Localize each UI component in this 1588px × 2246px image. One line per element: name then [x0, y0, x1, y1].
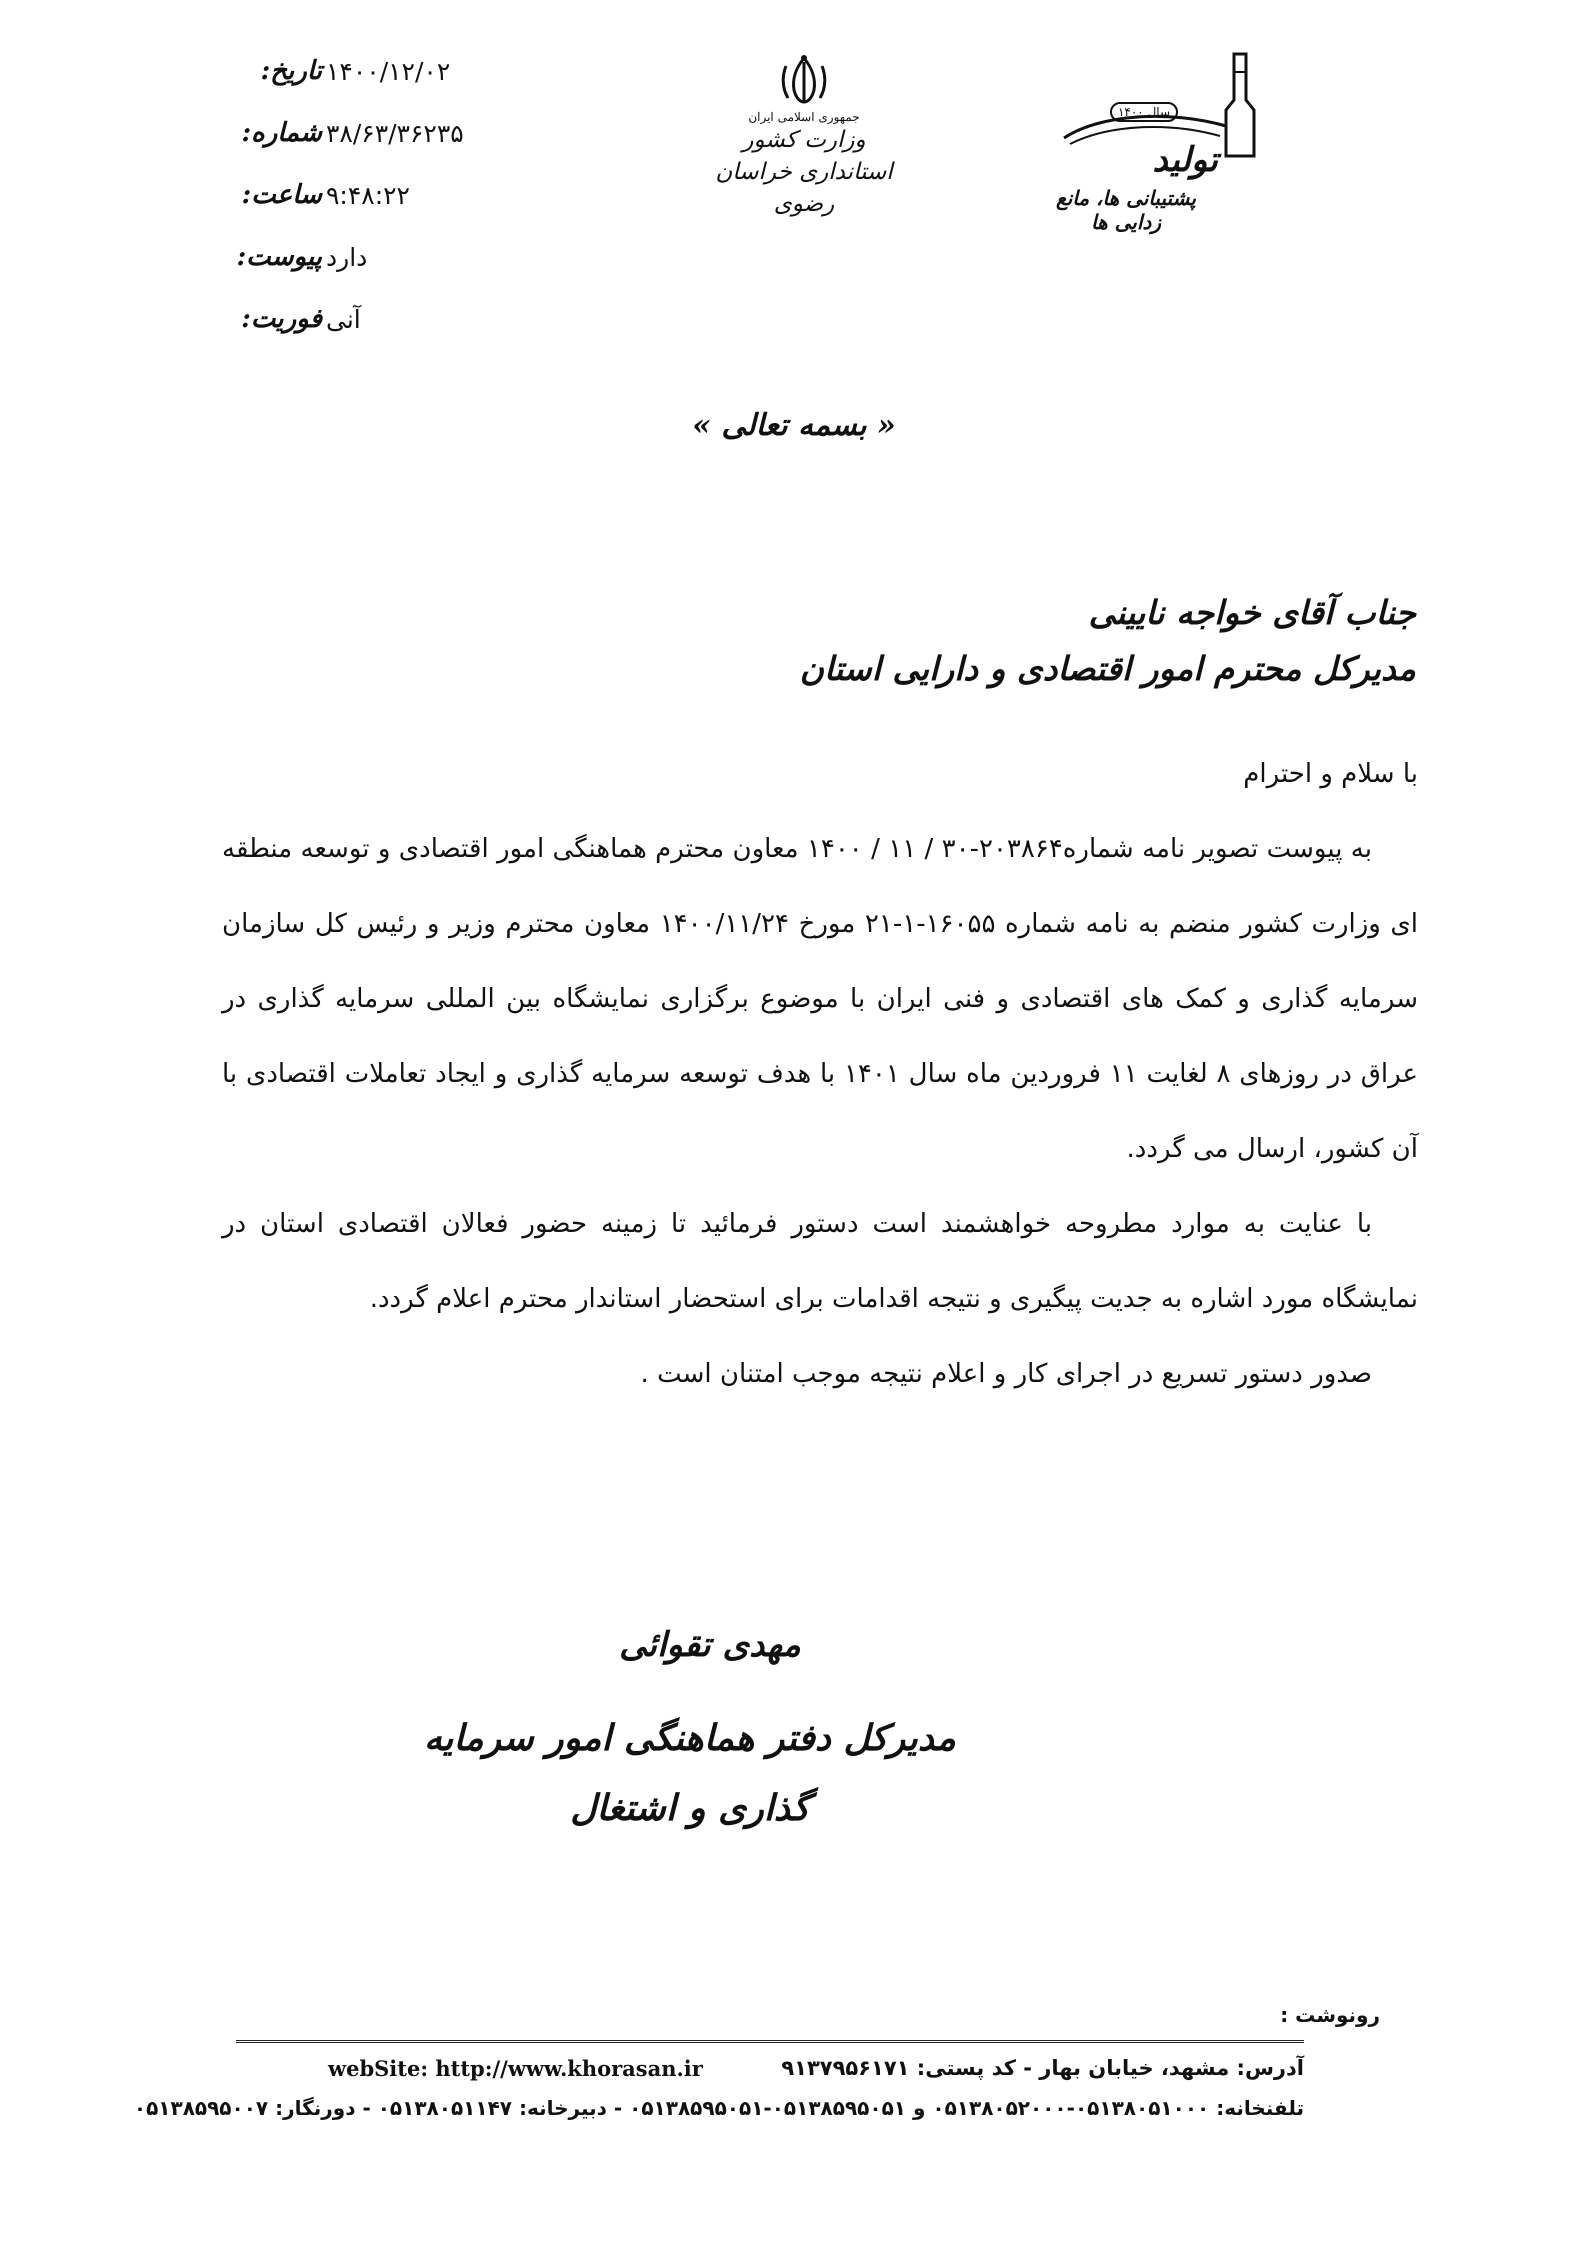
footer-divider: [236, 2040, 1304, 2043]
footer-website: webSite: http://www.khorasan.ir: [328, 2056, 703, 2081]
cc-label: رونوشت :: [1280, 2003, 1380, 2027]
signatory-title: مدیرکل دفتر هماهنگی امور سرمایه گذاری و اشتغال: [424, 1717, 956, 1829]
footer-phones: تلفنخانه: ۰۵۱۳۸۰۵۱۰۰۰-۰۵۱۳۸۰۵۲۰۰۰ و ۰۵۱۳۸۵۹۵۰۵۱-۰۵۱۳۸۵۹۵۰۵۱ - دبیرخانه: ۰۵۱۳۸۰۵۱۱۴۷ - دورنگار: ۰۵۱۳۸۵۹۵۰۰۷: [133, 2096, 1304, 2120]
meta-number-label: شماره:: [241, 118, 322, 148]
meta-attachment-label: پیوست:: [236, 242, 322, 272]
letter-meta: [230, 40, 500, 350]
meta-number-value: ۳۸/۶۳/۳۶۲۳۵: [326, 118, 464, 148]
footer-address: آدرس: مشهد، خیابان بهار - کد پستی: ۹۱۳۷۹۵۶۱۷۱: [781, 2056, 1304, 2080]
addressee-title: مدیرکل محترم امور اقتصادی و دارایی استان: [799, 649, 1416, 688]
meta-time-value: ۹:۴۸:۲۲: [326, 180, 410, 210]
addressee-name: جناب آقای خواجه نایینی: [1088, 593, 1416, 632]
emblem-governorate-text: استانداری خراسان رضوی: [715, 159, 893, 217]
meta-time-label: ساعت:: [241, 180, 322, 210]
body-paragraph-3: صدور دستور تسریع در اجرای کار و اعلام نتیجه موجب امتنان است .: [640, 1359, 1372, 1389]
signatory-name: مهدی تقوائی: [619, 1625, 801, 1665]
meta-attachment-row: [230, 226, 500, 288]
logo-slogan-text: پشتیبانی ها، مانع زدایی ها: [1056, 186, 1196, 234]
body-paragraph-1: به پیوست تصویر نامه شماره۲۰۳۸۶۴-۳۰ / ۱۱ / ۱۴۰۰ معاون محترم هماهنگی امور اقتصادی و توسعه منطقه ای وزارت کشور منضم به نامه شماره ۱۶۰۵۵-۱-۲۱ مورخ ۱۴۰۰/۱۱/۲۴ معاون محترم وزیر و رئیس کل سازمان سرمایه گذاری و کمک های اقتصادی و فنی ایران با موضوع برگزاری نمایشگاه بین المللی سرمایه گذاری در عراق در روزهای ۸ لغایت ۱۱ فروردین ماه سال ۱۴۰۱ با هدف توسعه سرمایه گذاری و ایجاد تعاملات اقتصادی با آن کشور، ارسال می گردد.: [222, 834, 1419, 1164]
meta-time-row: [230, 164, 500, 226]
emblem-country-text: جمهوری اسلامی ایران: [748, 110, 860, 124]
letter-body: [222, 737, 1418, 1412]
production-year-logo: [1030, 50, 1270, 234]
meta-date-row: [230, 40, 500, 102]
meta-date-value: ۱۴۰۰/۱۲/۰۲: [326, 56, 451, 86]
body-paragraph-2: با عنایت به موارد مطروحه خواهشمند است دستور فرمائید تا زمینه حضور فعالان اقتصادی استان در نمایشگاه مورد اشاره به جدیت پیگیری و نتیجه اقدامات برای استحضار استاندار محترم اعلام گردد.: [222, 1209, 1418, 1314]
basmala: « بسمه تعالی »: [692, 408, 896, 443]
meta-urgency-row: [230, 288, 500, 350]
logo-year-badge: سال ۱۴۰۰: [1110, 102, 1178, 122]
meta-attachment-value: دارد: [326, 242, 368, 272]
emblem-ministry-text: وزارت کشور: [742, 127, 866, 153]
ministry-emblem: [704, 52, 904, 220]
footer-address-row: [236, 2056, 1304, 2081]
logo-main-text: تولید: [1152, 140, 1218, 180]
meta-urgency-label: فوریت:: [241, 304, 322, 334]
meta-number-row: [230, 102, 500, 164]
greeting: با سلام و احترام: [1243, 759, 1418, 789]
signature-block: [420, 1615, 960, 1843]
meta-date-label: تاریخ:: [260, 56, 322, 86]
meta-urgency-value: آنی: [326, 304, 361, 334]
iran-emblem-icon: [776, 52, 832, 108]
addressee: [516, 585, 1416, 697]
